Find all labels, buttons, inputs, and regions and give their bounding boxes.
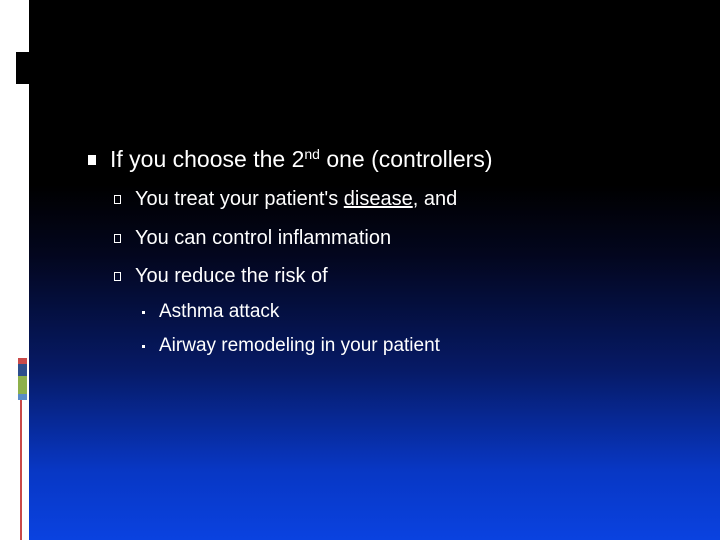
dot-bullet-icon [142, 311, 145, 314]
sub-bullet-2 [114, 227, 391, 250]
sub-bullet-1-suffix: , and [412, 188, 458, 210]
sub-bullet-3 [114, 265, 328, 288]
main-bullet [88, 146, 493, 173]
sub-bullet-2-text: You can control inflammation [135, 227, 392, 249]
sub-sub-bullet-1-text: Asthma attack [159, 301, 280, 322]
sub-bullet-1-underlined: disease [343, 188, 413, 210]
square-bullet-icon [88, 155, 96, 165]
main-bullet-superscript: nd [304, 146, 320, 162]
hollow-square-bullet-icon [114, 195, 121, 204]
sub-bullet-1 [114, 188, 457, 211]
hollow-square-bullet-icon [114, 272, 121, 281]
main-bullet-text [110, 146, 493, 173]
main-bullet-suffix: one (controllers) [319, 146, 493, 172]
sub-sub-bullet-2-text: Airway remodeling in your patient [159, 335, 440, 356]
dot-bullet-icon [142, 345, 145, 348]
sub-bullet-1-prefix: You treat your patient's [135, 188, 344, 210]
sub-sub-bullet-1 [142, 301, 279, 323]
main-bullet-prefix: If you choose the 2 [110, 146, 305, 172]
sub-sub-bullet-2 [142, 335, 440, 357]
hollow-square-bullet-icon [114, 234, 121, 243]
sub-bullet-1-text [135, 188, 457, 211]
sub-bullet-3-text: You reduce the risk of [135, 265, 328, 287]
